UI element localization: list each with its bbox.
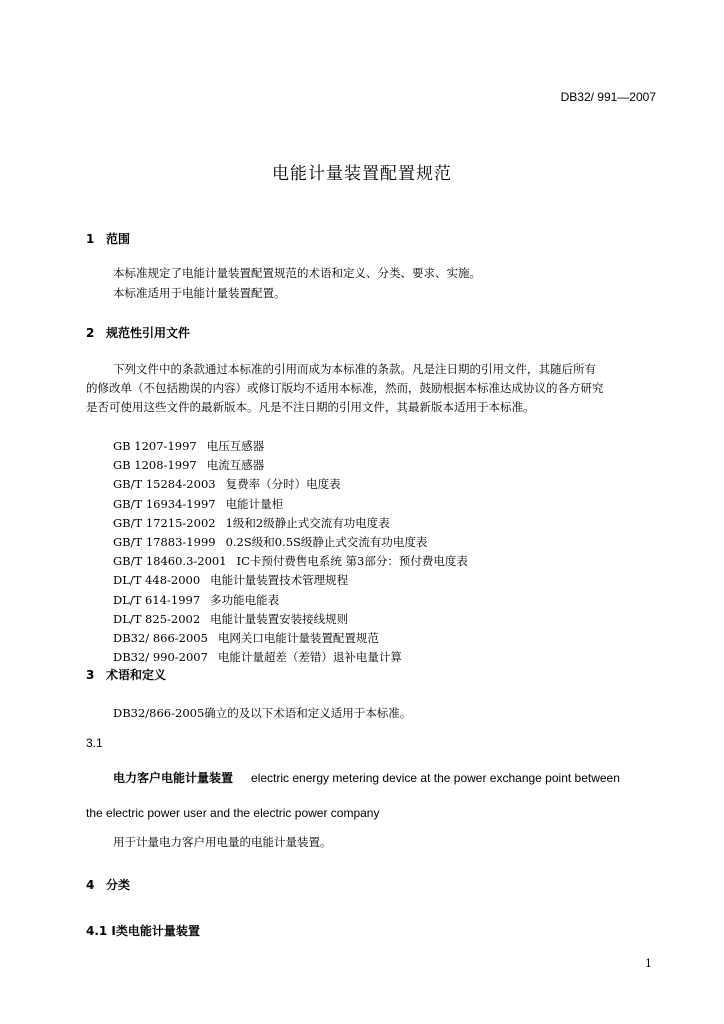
section-number: 3 xyxy=(86,668,95,682)
reference-title: 电能计量超差（差错）退补电量计算 xyxy=(217,650,402,665)
reference-item xyxy=(113,514,468,533)
term-english: electric energy metering device at the power exchange point between xyxy=(251,771,620,785)
reference-code: DL/T 825-2002 xyxy=(113,611,201,626)
reference-item xyxy=(113,475,468,494)
reference-title: IC卡预付费售电系统 第3部分：预付费电度表 xyxy=(236,554,468,569)
subsection-number: 3.1 xyxy=(86,736,103,750)
section-4-heading xyxy=(86,876,130,893)
paragraph: 的修改单（不包括勘误的内容）或修订版均不适用本标准，然而，鼓励根据本标准达成协议的各方研究 xyxy=(86,381,604,395)
section-title: 分类 xyxy=(106,878,131,892)
paragraph: 下列文件中的条款通过本标准的引用而成为本标准的条款。凡是注日期的引用文件，其随后所有 xyxy=(113,362,596,376)
paragraph: DB32/866-2005确立的及以下术语和定义适用于本标准。 xyxy=(113,706,412,720)
section-2-heading xyxy=(86,324,190,341)
section-title: 范围 xyxy=(106,232,131,246)
section-title: 规范性引用文件 xyxy=(106,326,191,340)
reference-code: DL/T 448-2000 xyxy=(113,573,201,588)
paragraph: 是否可使用这些文件的最新版本。凡是不注日期的引用文件，其最新版本适用于本标准。 xyxy=(86,400,535,414)
reference-code: GB/T 17215-2002 xyxy=(113,515,216,530)
subsection-4-1-heading: 4.1 I类电能计量装置 xyxy=(86,924,200,938)
section-title: 术语和定义 xyxy=(106,668,167,682)
reference-code: DB32/ 990-2007 xyxy=(113,650,208,665)
reference-code: GB/T 17883-1999 xyxy=(113,534,216,549)
reference-code: GB/T 15284-2003 xyxy=(113,477,216,492)
reference-item xyxy=(113,552,468,571)
reference-code: DB32/ 866-2005 xyxy=(113,630,208,645)
reference-item xyxy=(113,533,468,552)
term-chinese: 电力客户电能计量装置 xyxy=(113,771,234,785)
reference-list xyxy=(113,437,468,667)
reference-code: DL/T 614-1997 xyxy=(113,592,201,607)
reference-title: 电能计量装置安装接线规则 xyxy=(210,611,349,626)
document-code: DB32/ 991—2007 xyxy=(560,90,656,104)
term-english-continued: the electric power user and the electric power company xyxy=(86,806,380,820)
reference-title: 电压互感器 xyxy=(206,439,265,453)
reference-item xyxy=(113,610,468,629)
reference-item xyxy=(113,495,468,514)
reference-title: 0.2S级和0.5S级静止式交流有功电度表 xyxy=(225,534,428,549)
reference-title: 电能计量装置技术管理规程 xyxy=(210,573,349,588)
reference-item xyxy=(113,629,468,648)
reference-item xyxy=(113,456,468,475)
reference-title: 多功能电能表 xyxy=(210,592,280,607)
section-number: 4 xyxy=(86,878,95,892)
reference-code: GB 1207-1997 xyxy=(113,439,197,453)
section-number: 1 xyxy=(86,232,95,246)
reference-code: GB 1208-1997 xyxy=(113,458,197,473)
reference-title: 电网关口电能计量装置配置规范 xyxy=(217,630,379,645)
term-entry xyxy=(113,769,620,786)
reference-code: GB/T 18460.3-2001 xyxy=(113,554,227,569)
paragraph: 本标准规定了电能计量装置配置规范的术语和定义、分类、要求、实施。 xyxy=(113,266,481,280)
document-title: 电能计量装置配置规范 xyxy=(272,164,452,184)
reference-item xyxy=(113,591,468,610)
section-1-heading xyxy=(86,230,130,247)
reference-title: 电能计量柜 xyxy=(225,496,284,511)
reference-title: 1级和2级静止式交流有功电度表 xyxy=(225,515,390,530)
reference-item xyxy=(113,437,468,456)
page-number: 1 xyxy=(645,957,652,970)
reference-title: 复费率（分时）电度表 xyxy=(225,477,341,492)
section-number: 2 xyxy=(86,326,95,340)
section-3-heading xyxy=(86,666,166,683)
reference-item xyxy=(113,648,468,667)
reference-title: 电流互感器 xyxy=(206,458,265,473)
reference-item xyxy=(113,571,468,590)
term-definition: 用于计量电力客户用电量的电能计量装置。 xyxy=(113,835,332,849)
paragraph: 本标准适用于电能计量装置配置。 xyxy=(113,286,286,300)
reference-code: GB/T 16934-1997 xyxy=(113,496,216,511)
